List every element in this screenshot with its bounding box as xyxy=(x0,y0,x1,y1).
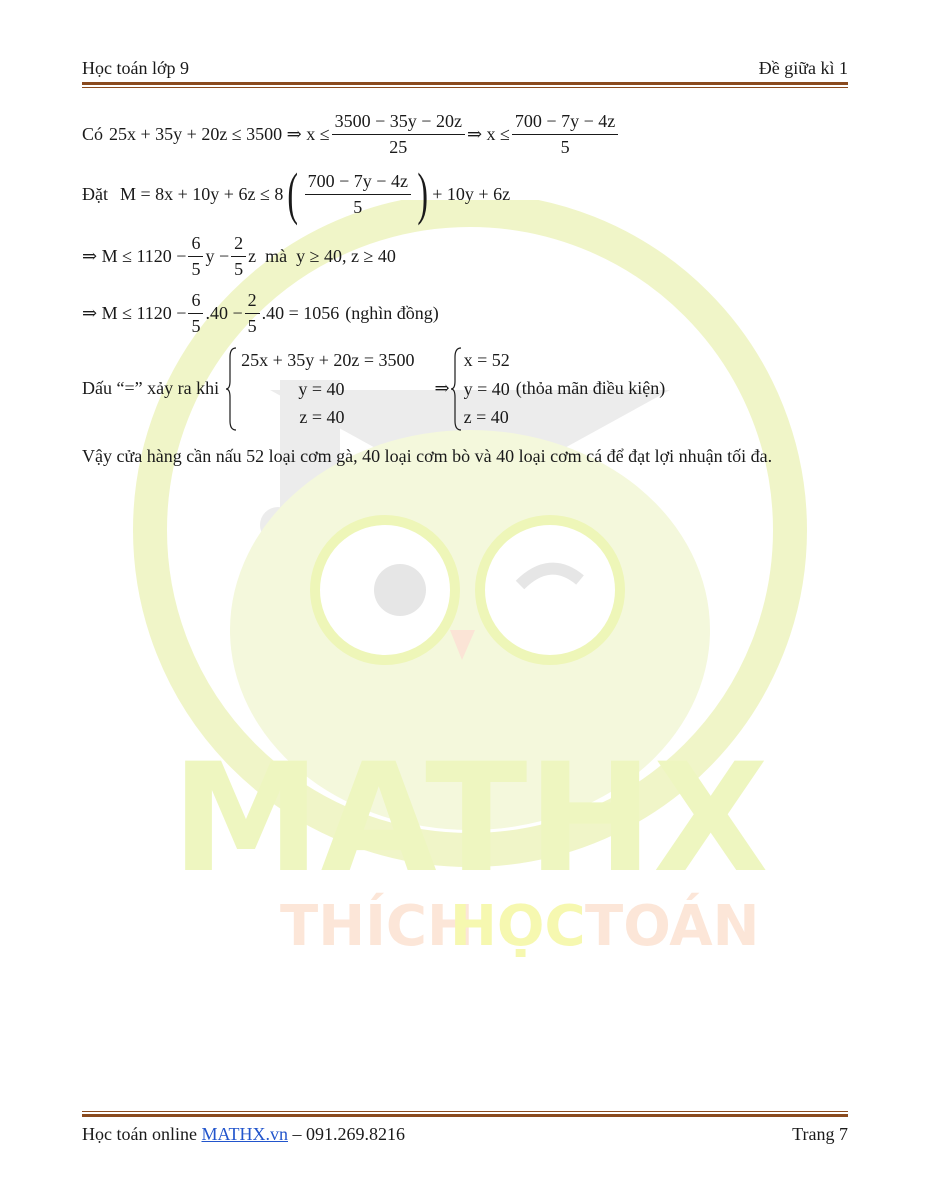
page-number: Trang 7 xyxy=(792,1124,848,1144)
inequality-lhs: 25x + 35y + 20z ≤ 3500 ⇒ x ≤ xyxy=(109,123,330,144)
watermark-slogan-3: TOÁN xyxy=(585,894,760,959)
brace-icon xyxy=(225,347,237,431)
expression: M = 8x + 10y + 6z ≤ 8 xyxy=(120,183,284,204)
header-rule xyxy=(82,82,848,88)
implies: ⇒ x ≤ xyxy=(466,123,510,144)
math-line-1 xyxy=(82,111,620,157)
math-line-2: Đặt M = 8x + 10y + 6z ≤ 8 ( $\frac{700 - 7y - 4z}{5}$ ) + 10y + 6z xyxy=(82,161,511,226)
equation-system: 25x + 35y + 20z = 3500 y = 40 z = 40 xyxy=(225,346,414,432)
fraction: $\frac{700 - 7y - 4z}{5}$ xyxy=(512,111,618,157)
line-word: Dấu “=” xảy ra khi xyxy=(82,378,220,399)
fraction: $\frac{3500 - 35y - 20z}{25}$ xyxy=(332,111,465,157)
line-word: Đặt xyxy=(82,183,108,204)
fraction: $\frac{2}{5}$ xyxy=(245,290,260,336)
header-subject: Học toán lớp 9 xyxy=(82,58,189,78)
line-word: Có xyxy=(82,123,104,144)
implies: ⇒ xyxy=(434,378,450,399)
math-line-5 xyxy=(82,346,665,432)
footer-rule xyxy=(82,1111,848,1117)
footer-contact: Học toán online MATHX.vn – 091.269.8216 xyxy=(82,1124,405,1144)
watermark-brand: MATHX xyxy=(171,732,769,906)
fraction: $\frac{2}{5}$ xyxy=(231,233,246,279)
fraction: $\frac{700 - 7y - 4z}{5}$ xyxy=(305,171,411,217)
fraction: $\frac{6}{5}$ xyxy=(188,290,203,336)
owl-eye-right xyxy=(480,520,620,660)
math-line-4: ⇒ M ≤ 1120 − $\frac{6}{5}$ .40 − $\frac{2}{5}$ .40 = 1056 (nghìn đồng) xyxy=(82,290,439,336)
conclusion-paragraph: Vậy cửa hàng cần nấu 52 loại cơm gà, 40 loại cơm bò và 40 loại cơm cá để đạt lợi nhuận tối đa. xyxy=(82,446,773,466)
page-header xyxy=(82,58,848,79)
solution-system: x = 52 y = 40 z = 40 xyxy=(450,346,510,432)
brace-icon xyxy=(450,347,462,431)
watermark-slogan-1: THÍCH xyxy=(280,894,474,959)
page-footer xyxy=(82,1124,848,1145)
watermark-slogan-2: HỌC xyxy=(450,894,586,959)
unit-note: (nghìn đồng) xyxy=(345,302,439,323)
header-exam-title: Đề giữa kì 1 xyxy=(758,58,848,78)
expression: + 10y + 6z xyxy=(432,183,511,204)
fraction: $\frac{6}{5}$ xyxy=(188,233,203,279)
condition-note: (thỏa mãn điều kiện) xyxy=(515,378,666,399)
math-line-3: ⇒ M ≤ 1120 − $\frac{6}{5}$ y − $\frac{2}{5}$ z mà y ≥ 40, z ≥ 40 xyxy=(82,233,396,279)
mathx-link[interactable]: MATHX.vn xyxy=(201,1124,288,1144)
